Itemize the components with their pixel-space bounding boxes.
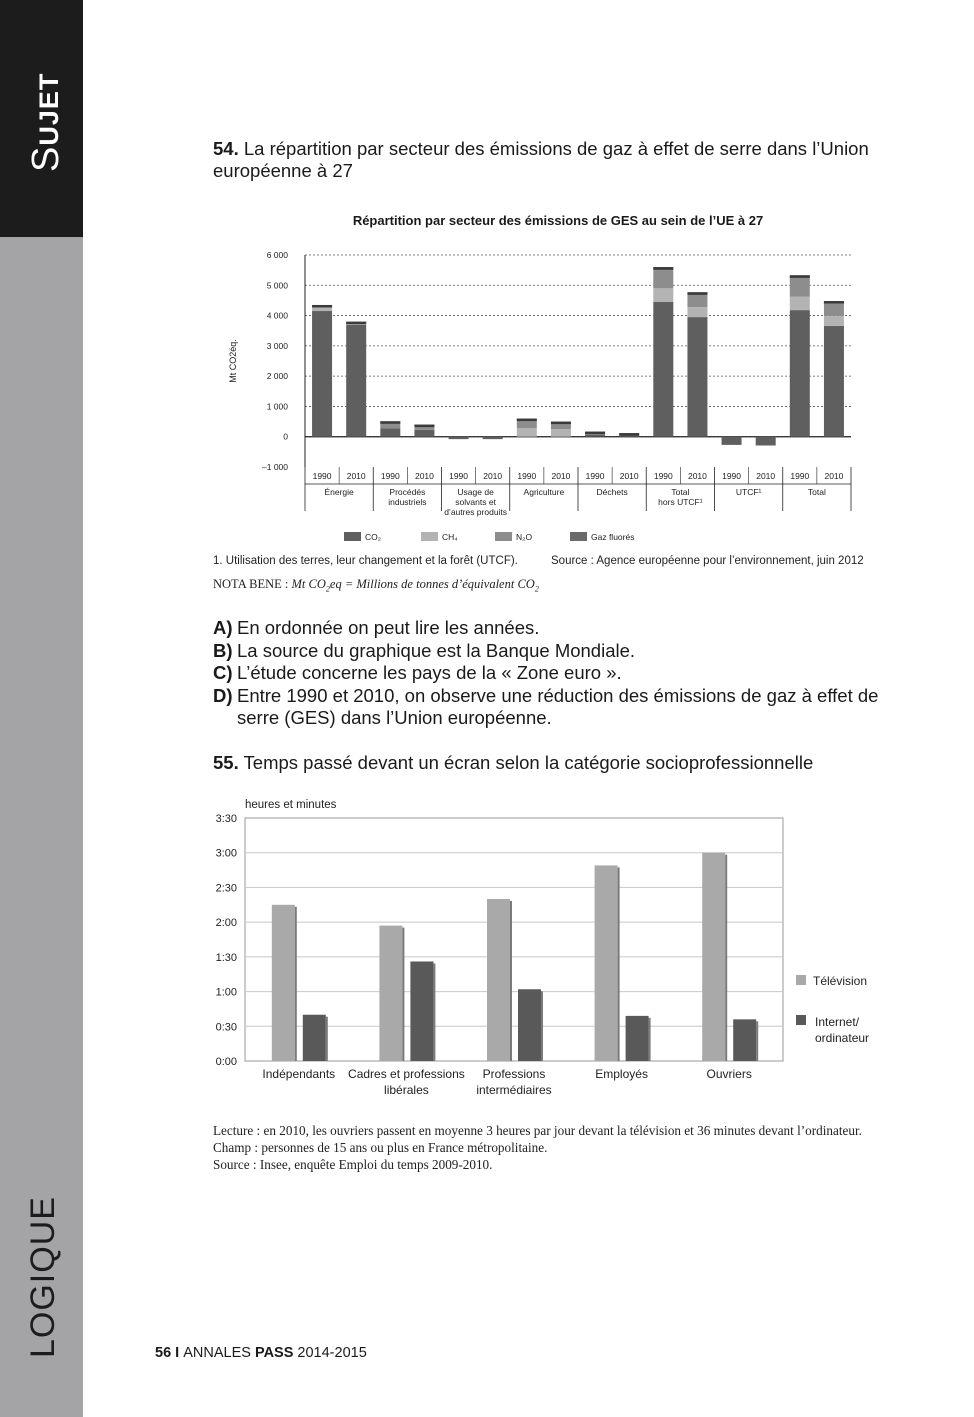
chart2-bar — [702, 853, 725, 1061]
chart1-footnote: 1. Utilisation des terres, leur changement et la forêt (UTCF). — [213, 555, 518, 567]
chart2-bar — [626, 1016, 649, 1061]
chart1-bar-segment — [756, 437, 776, 446]
chart2-bar-shadow — [402, 928, 404, 1061]
chart2-legend-label: Internet/ — [815, 1015, 860, 1029]
chart2-bar — [272, 905, 295, 1061]
chart1-group-label: Usage de — [457, 487, 494, 497]
chart2-bar — [518, 989, 541, 1061]
chart1-legend-swatch — [495, 532, 512, 541]
chart2-y-label: heures et minutes — [245, 799, 337, 811]
chart1-bar-cap — [687, 292, 707, 295]
chart1-bar-segment — [790, 296, 810, 310]
source-note: Source : Insee, enquête Emploi du temps 2009-2010. — [213, 1157, 493, 1172]
chart2-y-tick: 1:30 — [215, 951, 237, 964]
chart1-legend-swatch — [421, 532, 438, 541]
chart2-category-label: intermédiaires — [476, 1083, 552, 1097]
chart1-year-label: 2010 — [551, 471, 571, 481]
chart2-bar — [733, 1019, 756, 1061]
chart1-legend-label: CO₂ — [365, 532, 382, 542]
chart1-bar-cap — [585, 432, 605, 435]
chart1-bar-segment — [687, 317, 707, 437]
chart2-y-tick: 2:00 — [215, 917, 237, 930]
chart1-bar-segment — [414, 430, 434, 437]
chart1-y-tick: 2 000 — [266, 371, 288, 382]
chart1-year-label: 1990 — [790, 471, 810, 481]
chart2-legend-label: Télévision — [813, 974, 868, 988]
chart1-bar-segment — [824, 326, 844, 437]
chart1-bar-segment — [585, 434, 605, 436]
chart1-y-tick: 1 000 — [266, 401, 288, 412]
chart1-bar-cap — [653, 267, 673, 270]
chart1-group-label: industriels — [388, 497, 427, 507]
chart1-y-tick: –1 000 — [262, 462, 288, 472]
chart1-bar-segment — [687, 295, 707, 307]
chart1-bar-segment — [449, 437, 469, 439]
chart2-bar — [303, 1015, 326, 1061]
chart2-notes — [213, 1122, 873, 1173]
chart1-group-label: Total — [807, 487, 826, 497]
answer-b[interactable]: B) La source du graphique est la Banque Mondiale. — [213, 639, 636, 661]
chart2-category-label: Employés — [595, 1067, 648, 1081]
chart1-bar-segment — [790, 310, 810, 437]
ghg-emissions-chart — [213, 235, 903, 550]
chart2-bar-shadow — [618, 867, 620, 1061]
chart1-group-label: Agriculture — [523, 487, 565, 497]
chart1-year-label: 1990 — [380, 471, 400, 481]
chart1-y-tick: 6 000 — [266, 250, 288, 260]
chart1-group-label: hors UTCF¹ — [658, 497, 703, 507]
chart2-bar-shadow — [433, 963, 435, 1061]
chart1-group-label: Procédés — [389, 487, 426, 497]
chart2-bar-shadow — [510, 901, 512, 1061]
chart1-year-label: 1990 — [517, 471, 537, 481]
chart1-bar-cap — [824, 301, 844, 304]
chart1-group-label: d’autres produits — [444, 507, 508, 517]
chart2-bar — [410, 961, 433, 1061]
chart2-category-label: Professions — [482, 1067, 546, 1081]
chart1-bar-cap — [551, 422, 571, 425]
sidebar-section-label: LOGIQUE — [24, 1196, 62, 1358]
sidebar-title: SUJET — [25, 72, 67, 172]
chart1-bar-segment — [483, 437, 503, 439]
answers-54 — [213, 617, 903, 730]
chart2-bar-shadow — [326, 1017, 328, 1061]
chart2-bar — [379, 926, 402, 1061]
chart1-year-label: 2010 — [414, 471, 434, 481]
question-55: 55. Temps passé devant un écran selon la catégorie socioprofessionnelle — [213, 752, 814, 773]
chart1-bar-segment — [551, 429, 571, 437]
answer-a[interactable]: A) En ordonnée on peut lire les années. — [213, 617, 540, 638]
chart2-bar-shadow — [541, 991, 543, 1061]
chart1-group-label: UTCF¹ — [735, 487, 762, 497]
chart1-bar-segment — [346, 325, 366, 437]
chart2-y-tick: 0:30 — [215, 1021, 237, 1034]
chart1-bar-segment — [824, 304, 844, 316]
chart1-bar-cap — [380, 421, 400, 424]
chart1-bar-cap — [790, 275, 810, 278]
chart1-legend-swatch — [570, 532, 587, 541]
chart2-bar-shadow — [649, 1018, 651, 1061]
chart1-group-label: Déchets — [596, 487, 628, 497]
page-footer: 56 I ANNALES PASS 2014-2015 — [155, 1345, 367, 1361]
chart1-bar-cap — [312, 305, 332, 308]
chart1-group-label: solvants et — [455, 497, 496, 507]
chart1-year-label: 1990 — [585, 471, 605, 481]
chart2-bar — [595, 865, 618, 1061]
answer-c[interactable]: C) L’étude concerne les pays de la « Zone euro ». — [213, 662, 622, 683]
chart1-y-tick: 5 000 — [266, 280, 288, 291]
chart1-year-label: 2010 — [619, 471, 639, 481]
chart1-bar-segment — [517, 428, 537, 436]
chart1-legend-swatch — [344, 532, 361, 541]
chart2-y-tick: 1:00 — [215, 986, 237, 999]
chart2-bar-shadow — [295, 907, 297, 1061]
chart1-group-label: Total — [671, 487, 690, 497]
chart1-y-tick: 3 000 — [266, 340, 288, 351]
chart1-y-tick: 0 — [283, 431, 288, 442]
chart1-year-label: 1990 — [653, 471, 673, 481]
chart2-legend-label: ordinateur — [815, 1031, 870, 1045]
chart1-bar-segment — [824, 316, 844, 326]
chart1-year-label: 2010 — [687, 471, 707, 481]
chart2-bar — [487, 899, 510, 1061]
chart2-category-label: Cadres et professions — [348, 1067, 465, 1081]
chart1-y-tick: 4 000 — [266, 310, 288, 321]
chart2-y-tick: 0:00 — [215, 1056, 237, 1068]
chart1-bar-cap — [619, 433, 639, 436]
chart1-bar-segment — [687, 307, 707, 317]
chart1-bar-segment — [414, 427, 434, 430]
chart2-category-label: Indépendants — [262, 1067, 336, 1081]
chart2-bar-shadow — [756, 1021, 758, 1061]
chart2-category-label: Ouvriers — [706, 1067, 752, 1081]
chart2-legend-swatch — [796, 975, 806, 985]
lecture-note: Lecture : en 2010, les ouvriers passent en moyenne 3 heures par jour devant la télévision et 36 minutes devant l’ordinateur. — [213, 1123, 862, 1138]
chart1-bar-segment — [653, 288, 673, 302]
chart1-year-label: 2010 — [824, 471, 844, 481]
chart1-bar-segment — [653, 270, 673, 288]
chart1-bar-cap — [414, 425, 434, 428]
chart1-bar-cap — [517, 419, 537, 422]
chart1-year-label: 2010 — [483, 471, 503, 481]
chart1-year-label: 1990 — [312, 471, 332, 481]
screen-time-chart — [205, 793, 905, 1105]
answer-d[interactable]: D) Entre 1990 et 2010, on observe une réduction des émissions de gaz à effet de serre (GES) dans l’Union européenne. — [213, 684, 879, 728]
chart1-bar-segment — [653, 302, 673, 437]
chart1-group-label: Énergie — [324, 487, 354, 497]
chart1-bar-segment — [722, 437, 742, 445]
chart1-year-label: 2010 — [346, 471, 366, 481]
chart1-bar-cap — [346, 322, 366, 325]
chart1-year-label: 2010 — [756, 471, 776, 481]
chart2-category-label: libérales — [384, 1083, 429, 1097]
chart1-title: Répartition par secteur des émissions de GES au sein de l’UE à 27 — [352, 213, 764, 228]
champ-note: Champ : personnes de 15 ans ou plus en France métropolitaine. — [213, 1140, 548, 1155]
chart1-legend-label: Gaz fluorés — [591, 532, 635, 542]
chart1-legend-label: CH₄ — [442, 532, 458, 542]
chart1-bar-segment — [312, 311, 332, 437]
chart1-bar-segment — [790, 278, 810, 296]
chart2-y-tick: 3:30 — [215, 813, 237, 825]
chart1-source: Source : Agence européenne pour l’environnement, juin 2012 — [551, 555, 864, 567]
chart1-year-label: 1990 — [449, 471, 469, 481]
chart1-year-label: 1990 — [722, 471, 742, 481]
chart1-bar-segment — [380, 428, 400, 436]
chart1-y-label: Mt CO2éq. — [228, 339, 238, 383]
question-54: 54. La répartition par secteur des émissions de gaz à effet de serre dans l’Union européenne à 27 — [213, 138, 869, 181]
chart2-bar-shadow — [725, 855, 727, 1061]
chart2-y-tick: 2:30 — [215, 882, 237, 895]
chart2-legend-swatch — [796, 1015, 806, 1025]
nota-bene: NOTA BENE : Mt $CO_2eq$ = Millions de tonnes d’équivalent $CO_2$ — [213, 577, 539, 594]
chart1-legend-label: N₂O — [516, 532, 533, 542]
chart2-y-tick: 3:00 — [215, 847, 237, 860]
